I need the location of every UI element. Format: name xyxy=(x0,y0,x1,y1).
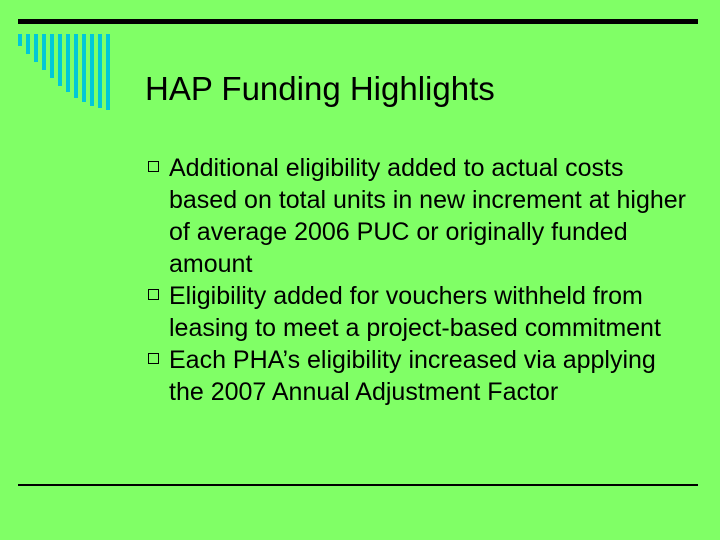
stripe xyxy=(106,34,110,110)
stripe xyxy=(90,34,94,106)
top-divider xyxy=(18,19,698,24)
bullet-item xyxy=(148,280,693,344)
bullet-item xyxy=(148,152,693,280)
bullet-list xyxy=(148,152,693,408)
hollow-square-icon xyxy=(148,289,159,300)
bullet-text: Additional eligibility added to actual costs based on total units in new increment at higher of average 2006 PUC or originally funded amount xyxy=(169,154,686,278)
bullet-text: Eligibility added for vouchers withheld from leasing to meet a project-based commitment xyxy=(169,282,661,342)
stripe xyxy=(18,34,22,46)
stripe xyxy=(58,34,62,86)
bullet-item xyxy=(148,344,693,408)
slide-title: HAP Funding Highlights xyxy=(145,70,495,107)
hollow-square-icon xyxy=(148,161,159,172)
bullet-text: Each PHA’s eligibility increased via applying the 2007 Annual Adjustment Factor xyxy=(169,346,656,406)
bottom-divider xyxy=(18,484,698,486)
stripe xyxy=(50,34,54,78)
stripe xyxy=(26,34,30,54)
stripe xyxy=(42,34,46,70)
stripe xyxy=(98,34,102,108)
stripe xyxy=(82,34,86,102)
stripe xyxy=(66,34,70,92)
stripe xyxy=(34,34,38,62)
stripe xyxy=(74,34,78,98)
hollow-square-icon xyxy=(148,353,159,364)
decorative-stripes xyxy=(18,34,118,110)
